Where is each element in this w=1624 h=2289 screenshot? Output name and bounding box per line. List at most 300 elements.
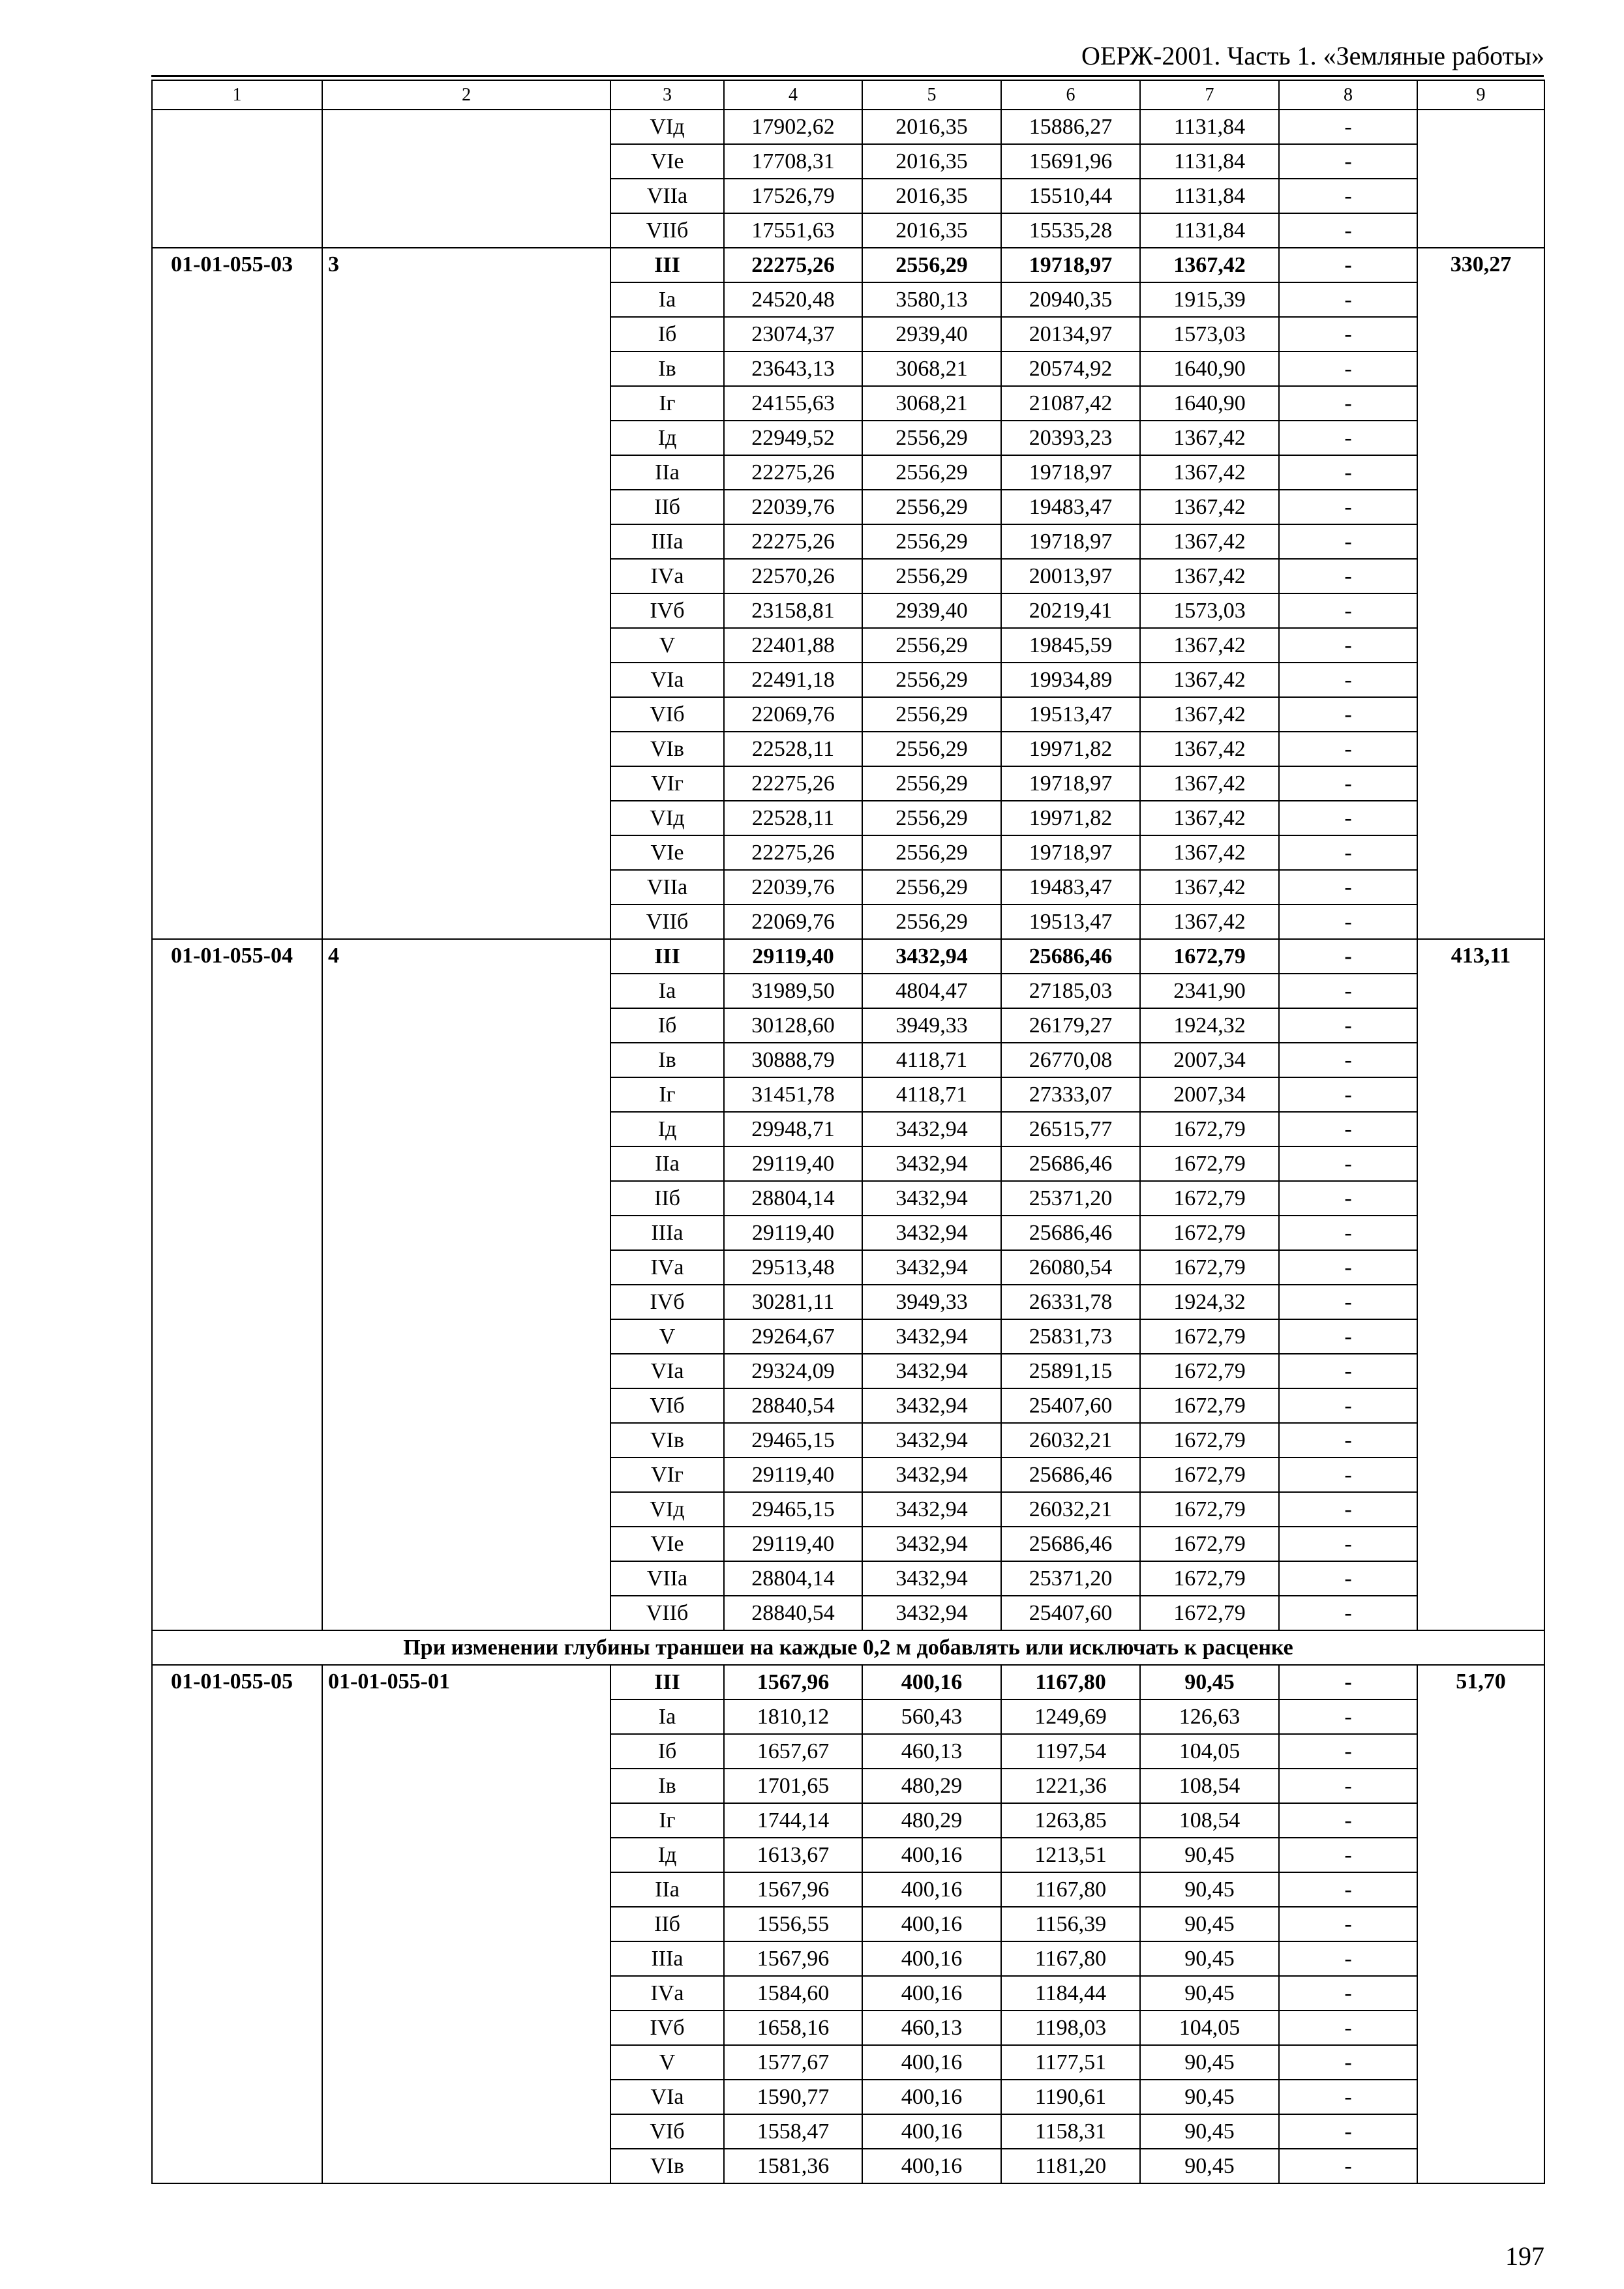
rates-table — [151, 80, 1545, 2184]
value-cell: 1367,42 — [1140, 455, 1279, 490]
value-cell: 3432,94 — [862, 1250, 1001, 1285]
value-cell: 26515,77 — [1001, 1112, 1140, 1146]
value-cell: - — [1279, 1734, 1417, 1769]
value-cell: 90,45 — [1140, 1665, 1279, 1699]
value-cell: 22069,76 — [724, 697, 862, 732]
value-cell: 1158,31 — [1001, 2114, 1140, 2149]
value-cell: 1573,03 — [1140, 593, 1279, 628]
value-cell: 1190,61 — [1001, 2080, 1140, 2114]
value-cell: 400,16 — [862, 2045, 1001, 2080]
value-cell: 1672,79 — [1140, 1561, 1279, 1596]
value-cell: - — [1279, 1285, 1417, 1319]
region-cell: IVб — [610, 593, 724, 628]
region-cell: IVб — [610, 2011, 724, 2045]
region-cell: Iд — [610, 1112, 724, 1146]
value-cell: 24520,48 — [724, 282, 862, 317]
value-cell: 27185,03 — [1001, 974, 1140, 1008]
value-cell: - — [1279, 835, 1417, 870]
column-number: 1 — [152, 80, 322, 110]
value-cell: 400,16 — [862, 1941, 1001, 1976]
value-cell: - — [1279, 421, 1417, 455]
value-cell: 1367,42 — [1140, 524, 1279, 559]
value-cell: - — [1279, 248, 1417, 282]
region-cell: Iб — [610, 317, 724, 352]
value-cell: 31451,78 — [724, 1077, 862, 1112]
value-cell: - — [1279, 663, 1417, 697]
region-cell: VIб — [610, 1388, 724, 1423]
value-cell: - — [1279, 1976, 1417, 2011]
value-cell: - — [1279, 1527, 1417, 1561]
value-cell: 22039,76 — [724, 490, 862, 524]
column-number: 3 — [610, 80, 724, 110]
value-cell: 1367,42 — [1140, 421, 1279, 455]
rate-code-cell: 01-01-055-04 — [152, 939, 322, 1630]
value-cell: 26770,08 — [1001, 1043, 1140, 1077]
value-cell: 22039,76 — [724, 870, 862, 905]
region-cell: VIе — [610, 1527, 724, 1561]
value-cell: 2007,34 — [1140, 1043, 1279, 1077]
value-cell: 1915,39 — [1140, 282, 1279, 317]
value-cell: 1367,42 — [1140, 248, 1279, 282]
value-cell: 24155,63 — [724, 386, 862, 421]
value-cell: 1177,51 — [1001, 2045, 1140, 2080]
value-cell: 19718,97 — [1001, 766, 1140, 801]
value-cell: 1658,16 — [724, 2011, 862, 2045]
value-cell: 3432,94 — [862, 1112, 1001, 1146]
value-cell: 22275,26 — [724, 835, 862, 870]
value-cell: 1672,79 — [1140, 1112, 1279, 1146]
value-cell: 2556,29 — [862, 905, 1001, 939]
value-cell: 2016,35 — [862, 213, 1001, 248]
region-cell: IIб — [610, 1181, 724, 1216]
value-cell: - — [1279, 1803, 1417, 1838]
table-row — [152, 110, 1544, 144]
column-number: 5 — [862, 80, 1001, 110]
value-cell: 29465,15 — [724, 1423, 862, 1458]
value-cell: 2556,29 — [862, 835, 1001, 870]
value-cell: - — [1279, 455, 1417, 490]
value-cell: 2556,29 — [862, 801, 1001, 835]
value-cell: 20940,35 — [1001, 282, 1140, 317]
region-cell: III — [610, 248, 724, 282]
value-cell: 1672,79 — [1140, 1181, 1279, 1216]
value-cell: 1131,84 — [1140, 144, 1279, 179]
value-cell: 25891,15 — [1001, 1354, 1140, 1388]
value-cell: 19513,47 — [1001, 905, 1140, 939]
value-cell: 1249,69 — [1001, 1699, 1140, 1734]
value-cell: 23074,37 — [724, 317, 862, 352]
value-cell: - — [1279, 2011, 1417, 2045]
value-cell: 1657,67 — [724, 1734, 862, 1769]
value-cell: 22275,26 — [724, 455, 862, 490]
value-cell: 1613,67 — [724, 1838, 862, 1872]
value-cell: - — [1279, 1907, 1417, 1941]
value-cell: - — [1279, 1458, 1417, 1492]
value-cell: 15691,96 — [1001, 144, 1140, 179]
region-cell: VIв — [610, 2149, 724, 2183]
value-cell: 1640,90 — [1140, 352, 1279, 386]
value-cell: 126,63 — [1140, 1699, 1279, 1734]
value-cell: 3432,94 — [862, 1319, 1001, 1354]
column-number: 9 — [1417, 80, 1544, 110]
value-cell: 104,05 — [1140, 2011, 1279, 2045]
value-cell: - — [1279, 628, 1417, 663]
region-cell: VIд — [610, 110, 724, 144]
value-cell: 1672,79 — [1140, 1423, 1279, 1458]
header-divider — [151, 75, 1544, 77]
value-cell: 26179,27 — [1001, 1008, 1140, 1043]
value-cell: - — [1279, 282, 1417, 317]
value-cell: 20574,92 — [1001, 352, 1140, 386]
value-cell: 2556,29 — [862, 559, 1001, 593]
region-cell: VIв — [610, 1423, 724, 1458]
table-row — [152, 248, 1544, 282]
region-cell: IIа — [610, 1146, 724, 1181]
value-cell: - — [1279, 179, 1417, 213]
value-cell: 1197,54 — [1001, 1734, 1140, 1769]
value-cell: - — [1279, 732, 1417, 766]
value-cell: 28840,54 — [724, 1388, 862, 1423]
value-cell: - — [1279, 1008, 1417, 1043]
value-cell: 90,45 — [1140, 1838, 1279, 1872]
value-cell: - — [1279, 110, 1417, 144]
value-cell: - — [1279, 1354, 1417, 1388]
value-cell: 1558,47 — [724, 2114, 862, 2149]
value-cell: 1672,79 — [1140, 1458, 1279, 1492]
value-cell: - — [1279, 939, 1417, 974]
value-cell: 1567,96 — [724, 1665, 862, 1699]
value-cell: 1672,79 — [1140, 1527, 1279, 1561]
value-cell: 400,16 — [862, 1838, 1001, 1872]
region-cell: VIе — [610, 835, 724, 870]
region-cell: Iб — [610, 1734, 724, 1769]
value-cell: 1701,65 — [724, 1769, 862, 1803]
column-number: 7 — [1140, 80, 1279, 110]
region-cell: III — [610, 939, 724, 974]
value-cell: 25686,46 — [1001, 1146, 1140, 1181]
value-cell: 1367,42 — [1140, 628, 1279, 663]
value-cell: 29119,40 — [724, 1458, 862, 1492]
value-cell: - — [1279, 974, 1417, 1008]
value-cell: 1181,20 — [1001, 2149, 1140, 2183]
rate-code-cell: 01-01-055-03 — [152, 248, 322, 939]
value-cell: - — [1279, 697, 1417, 732]
value-cell: 1672,79 — [1140, 1596, 1279, 1630]
value-cell: 25407,60 — [1001, 1596, 1140, 1630]
value-cell: 28804,14 — [724, 1561, 862, 1596]
region-cell: VIа — [610, 663, 724, 697]
value-cell: 3949,33 — [862, 1008, 1001, 1043]
value-cell: - — [1279, 559, 1417, 593]
value-cell: 17902,62 — [724, 110, 862, 144]
value-cell: 29119,40 — [724, 1216, 862, 1250]
value-cell: - — [1279, 1043, 1417, 1077]
value-cell: - — [1279, 2045, 1417, 2080]
value-cell: 1367,42 — [1140, 905, 1279, 939]
value-cell: 108,54 — [1140, 1769, 1279, 1803]
value-cell: 2556,29 — [862, 732, 1001, 766]
section-title: При изменении глубины траншеи на каждые 0,2 м добавлять или исключать к расценке — [152, 1630, 1544, 1665]
value-cell: 1367,42 — [1140, 490, 1279, 524]
value-cell: 1167,80 — [1001, 1665, 1140, 1699]
value-cell: - — [1279, 1423, 1417, 1458]
region-cell: V — [610, 628, 724, 663]
value-cell: 1924,32 — [1140, 1285, 1279, 1319]
labor-cost-cell: 330,27 — [1417, 248, 1544, 939]
rate-reference-cell: 3 — [322, 248, 610, 939]
region-cell: Iг — [610, 1803, 724, 1838]
value-cell: 17551,63 — [724, 213, 862, 248]
value-cell: 25407,60 — [1001, 1388, 1140, 1423]
value-cell: 90,45 — [1140, 1872, 1279, 1907]
value-cell: 1367,42 — [1140, 663, 1279, 697]
value-cell: 90,45 — [1140, 2114, 1279, 2149]
page-header-title: ОЕРЖ-2001. Часть 1. «Земляные работы» — [1081, 41, 1544, 70]
value-cell: - — [1279, 490, 1417, 524]
value-cell: 1367,42 — [1140, 801, 1279, 835]
value-cell: 1263,85 — [1001, 1803, 1140, 1838]
value-cell: 1556,55 — [724, 1907, 862, 1941]
value-cell: - — [1279, 1146, 1417, 1181]
value-cell: 3432,94 — [862, 1216, 1001, 1250]
value-cell: 19718,97 — [1001, 248, 1140, 282]
value-cell: 1131,84 — [1140, 110, 1279, 144]
value-cell: - — [1279, 352, 1417, 386]
value-cell: - — [1279, 593, 1417, 628]
value-cell: 1672,79 — [1140, 1319, 1279, 1354]
region-cell: Iд — [610, 421, 724, 455]
value-cell: 2556,29 — [862, 766, 1001, 801]
region-cell: VIг — [610, 1458, 724, 1492]
region-cell: VIг — [610, 766, 724, 801]
value-cell: 480,29 — [862, 1769, 1001, 1803]
value-cell: 31989,50 — [724, 974, 862, 1008]
value-cell: 1581,36 — [724, 2149, 862, 2183]
value-cell: 400,16 — [862, 1872, 1001, 1907]
value-cell: 2016,35 — [862, 110, 1001, 144]
region-cell: IIб — [610, 1907, 724, 1941]
value-cell: 1167,80 — [1001, 1872, 1140, 1907]
column-number: 8 — [1279, 80, 1417, 110]
rate-code-cell: 01-01-055-05 — [152, 1665, 322, 2183]
value-cell: 460,13 — [862, 2011, 1001, 2045]
value-cell: 28804,14 — [724, 1181, 862, 1216]
value-cell: 29119,40 — [724, 1527, 862, 1561]
value-cell: 26080,54 — [1001, 1250, 1140, 1285]
value-cell: 1672,79 — [1140, 1146, 1279, 1181]
value-cell: 2939,40 — [862, 593, 1001, 628]
region-cell: Iа — [610, 1699, 724, 1734]
value-cell: 30128,60 — [724, 1008, 862, 1043]
region-cell: VIIб — [610, 213, 724, 248]
labor-cost-cell — [1417, 110, 1544, 248]
region-cell: IIа — [610, 455, 724, 490]
value-cell: 2556,29 — [862, 421, 1001, 455]
value-cell: 3432,94 — [862, 1596, 1001, 1630]
region-cell: IVа — [610, 1250, 724, 1285]
value-cell: 3432,94 — [862, 1354, 1001, 1388]
value-cell: 2016,35 — [862, 144, 1001, 179]
region-cell: VIд — [610, 801, 724, 835]
value-cell: 25686,46 — [1001, 1216, 1140, 1250]
value-cell: 22401,88 — [724, 628, 862, 663]
value-cell: - — [1279, 386, 1417, 421]
value-cell: 26331,78 — [1001, 1285, 1140, 1319]
value-cell: 3068,21 — [862, 352, 1001, 386]
value-cell: 1156,39 — [1001, 1907, 1140, 1941]
region-cell: Iд — [610, 1838, 724, 1872]
value-cell: - — [1279, 1492, 1417, 1527]
value-cell: 1367,42 — [1140, 732, 1279, 766]
value-cell: 19483,47 — [1001, 870, 1140, 905]
value-cell: 3432,94 — [862, 1561, 1001, 1596]
region-cell: Iв — [610, 352, 724, 386]
value-cell: 1131,84 — [1140, 179, 1279, 213]
value-cell: 1584,60 — [724, 1976, 862, 2011]
value-cell: 2556,29 — [862, 248, 1001, 282]
value-cell: 400,16 — [862, 1976, 1001, 2011]
value-cell: 3432,94 — [862, 939, 1001, 974]
value-cell: 29264,67 — [724, 1319, 862, 1354]
value-cell: 90,45 — [1140, 2045, 1279, 2080]
value-cell: 90,45 — [1140, 1941, 1279, 1976]
value-cell: 1567,96 — [724, 1941, 862, 1976]
value-cell: - — [1279, 2149, 1417, 2183]
rate-code-cell — [152, 110, 322, 248]
value-cell: - — [1279, 1250, 1417, 1285]
page-number: 197 — [1505, 2241, 1544, 2271]
value-cell: 3432,94 — [862, 1423, 1001, 1458]
value-cell: 1367,42 — [1140, 870, 1279, 905]
region-cell: VIа — [610, 1354, 724, 1388]
value-cell: 3432,94 — [862, 1458, 1001, 1492]
labor-cost-cell: 413,11 — [1417, 939, 1544, 1630]
value-cell: - — [1279, 213, 1417, 248]
value-cell: - — [1279, 1319, 1417, 1354]
value-cell: 2007,34 — [1140, 1077, 1279, 1112]
value-cell: 25371,20 — [1001, 1561, 1140, 1596]
region-cell: VIIа — [610, 870, 724, 905]
value-cell: 3432,94 — [862, 1388, 1001, 1423]
value-cell: 2556,29 — [862, 455, 1001, 490]
value-cell: 27333,07 — [1001, 1077, 1140, 1112]
value-cell: - — [1279, 317, 1417, 352]
value-cell: - — [1279, 2114, 1417, 2149]
value-cell: 1640,90 — [1140, 386, 1279, 421]
value-cell: 19718,97 — [1001, 524, 1140, 559]
value-cell: 19845,59 — [1001, 628, 1140, 663]
value-cell: 2556,29 — [862, 870, 1001, 905]
region-cell: VIб — [610, 697, 724, 732]
value-cell: 1367,42 — [1140, 835, 1279, 870]
value-cell: 23643,13 — [724, 352, 862, 386]
value-cell: 19513,47 — [1001, 697, 1140, 732]
value-cell: 1213,51 — [1001, 1838, 1140, 1872]
value-cell: 1590,77 — [724, 2080, 862, 2114]
value-cell: 19718,97 — [1001, 455, 1140, 490]
value-cell: - — [1279, 1112, 1417, 1146]
value-cell: 400,16 — [862, 2080, 1001, 2114]
value-cell: 29513,48 — [724, 1250, 862, 1285]
value-cell: - — [1279, 1216, 1417, 1250]
value-cell: 29119,40 — [724, 1146, 862, 1181]
value-cell: 2556,29 — [862, 663, 1001, 697]
value-cell: 1184,44 — [1001, 1976, 1140, 2011]
value-cell: 19718,97 — [1001, 835, 1140, 870]
section-row — [152, 1630, 1544, 1665]
column-number: 6 — [1001, 80, 1140, 110]
value-cell: 90,45 — [1140, 1907, 1279, 1941]
value-cell: 2556,29 — [862, 490, 1001, 524]
labor-cost-cell: 51,70 — [1417, 1665, 1544, 2183]
value-cell: 4804,47 — [862, 974, 1001, 1008]
value-cell: 3580,13 — [862, 282, 1001, 317]
table-row — [152, 939, 1544, 974]
value-cell: 3432,94 — [862, 1181, 1001, 1216]
value-cell: 90,45 — [1140, 2149, 1279, 2183]
value-cell: 90,45 — [1140, 1976, 1279, 2011]
value-cell: 3432,94 — [862, 1146, 1001, 1181]
value-cell: 22491,18 — [724, 663, 862, 697]
value-cell: 20134,97 — [1001, 317, 1140, 352]
value-cell: 19971,82 — [1001, 801, 1140, 835]
rates-table-body — [152, 80, 1544, 2183]
region-cell: IIа — [610, 1872, 724, 1907]
value-cell: 26032,21 — [1001, 1423, 1140, 1458]
value-cell: 3949,33 — [862, 1285, 1001, 1319]
value-cell: 1167,80 — [1001, 1941, 1140, 1976]
value-cell: 29465,15 — [724, 1492, 862, 1527]
value-cell: - — [1279, 1941, 1417, 1976]
value-cell: 17526,79 — [724, 179, 862, 213]
value-cell: - — [1279, 1077, 1417, 1112]
value-cell: 2556,29 — [862, 697, 1001, 732]
value-cell: 17708,31 — [724, 144, 862, 179]
value-cell: - — [1279, 766, 1417, 801]
value-cell: 22069,76 — [724, 905, 862, 939]
value-cell: - — [1279, 1872, 1417, 1907]
value-cell: 25686,46 — [1001, 1527, 1140, 1561]
value-cell: 22528,11 — [724, 732, 862, 766]
region-cell: Iв — [610, 1769, 724, 1803]
value-cell: 2939,40 — [862, 317, 1001, 352]
value-cell: 1367,42 — [1140, 559, 1279, 593]
value-cell: 2016,35 — [862, 179, 1001, 213]
value-cell: - — [1279, 524, 1417, 559]
value-cell: 2556,29 — [862, 524, 1001, 559]
column-number-row — [152, 80, 1544, 110]
region-cell: VIб — [610, 2114, 724, 2149]
region-cell: Iв — [610, 1043, 724, 1077]
value-cell: 20219,41 — [1001, 593, 1140, 628]
value-cell: 108,54 — [1140, 1803, 1279, 1838]
value-cell: 1198,03 — [1001, 2011, 1140, 2045]
region-cell: IIб — [610, 490, 724, 524]
value-cell: 20393,23 — [1001, 421, 1140, 455]
value-cell: 29948,71 — [724, 1112, 862, 1146]
value-cell: 400,16 — [862, 2114, 1001, 2149]
value-cell: 19971,82 — [1001, 732, 1140, 766]
value-cell: 23158,81 — [724, 593, 862, 628]
value-cell: - — [1279, 1665, 1417, 1699]
region-cell: VIв — [610, 732, 724, 766]
value-cell: - — [1279, 801, 1417, 835]
value-cell: - — [1279, 1561, 1417, 1596]
value-cell: 30281,11 — [724, 1285, 862, 1319]
region-cell: VIIб — [610, 905, 724, 939]
value-cell: 1924,32 — [1140, 1008, 1279, 1043]
value-cell: 26032,21 — [1001, 1492, 1140, 1527]
